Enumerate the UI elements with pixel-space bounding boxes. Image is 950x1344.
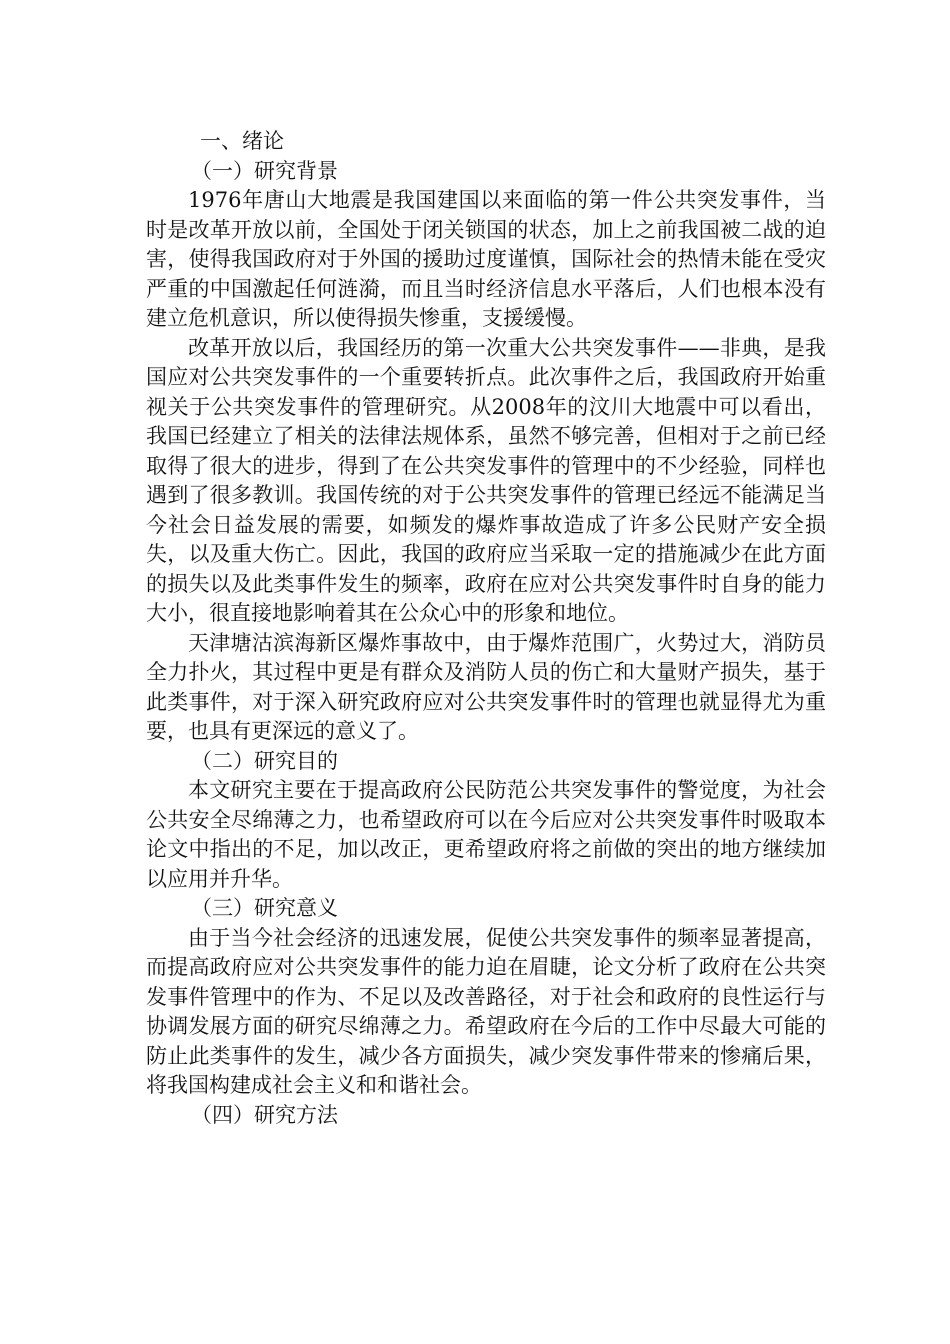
chapter-heading: 一、绪论 <box>200 129 284 153</box>
paragraph-background-2: 改革开放以后，我国经历的第一次重大公共突发事件——非典，是我国应对公共突发事件的一个重要转折点。此次事件之后，我国政府开始重视关于公共突发事件的管理研究。从2008年的汶川大地震中可以看出，我国已经建立了相关的法律法规体系，虽然不够完善，但相对于之前已经取得了很大的进步，得到了在公共突发事件的管理中的不少经验，同样也遇到了很多教训。我国传统的对于公共突发事件的管理已经远不能满足当今社会日益发展的需要，如频发的爆炸事故造成了许多公民财产安全损失，以及重大伤亡。因此，我国的政府应当采取一定的措施减少在此方面的损失以及此类事件发生的频率，政府在应对公共突发事件时自身的能力大小，很直接地影响着其在公众心中的形象和地位。 <box>146 335 826 625</box>
paragraph-background-3: 天津塘沽滨海新区爆炸事故中，由于爆炸范围广，火势过大，消防员全力扑火，其过程中更是有群众及消防人员的伤亡和大量财产损失，基于此类事件，对于深入研究政府应对公共突发事件时的管理也就显得尤为重要，也具有更深远的意义了。 <box>146 630 826 743</box>
document-body <box>146 127 826 1130</box>
section-heading-purpose: （二）研究目的 <box>191 748 338 773</box>
paragraph-background-1: 1976年唐山大地震是我国建国以来面临的第一件公共突发事件，当时是改革开放以前，全国处于闭关锁国的状态，加上之前我国被二战的迫害，使得我国政府对于外国的援助过度谨慎，国际社会的热情未能在受灾严重的中国激起任何涟漪，而且当时经济信息水平落后，人们也根本没有建立危机意识，所以使得损失惨重，支援缓慢。 <box>146 188 826 330</box>
paragraph-purpose-1: 本文研究主要在于提高政府公民防范公共突发事件的警觉度，为社会公共安全尽绵薄之力，也希望政府可以在今后应对公共突发事件时吸取本论文中指出的不足，加以改正，更希望政府将之前做的突出的地方继续加以应用并升华。 <box>146 778 826 891</box>
paragraph-significance-1: 由于当今社会经济的迅速发展，促使公共突发事件的频率显著提高，而提高政府应对公共突发事件的能力迫在眉睫，论文分析了政府在公共突发事件管理中的作为、不足以及改善路径，对于社会和政府的良性运行与协调发展方面的研究尽绵薄之力。希望政府在今后的工作中尽最大可能的防止此类事件的发生，减少各方面损失，减少突发事件带来的惨痛后果，将我国构建成社会主义和和谐社会。 <box>146 925 826 1097</box>
section-heading-methods: （四）研究方法 <box>191 1102 338 1127</box>
section-heading-background: （一）研究背景 <box>191 158 338 183</box>
section-heading-significance: （三）研究意义 <box>191 896 338 920</box>
